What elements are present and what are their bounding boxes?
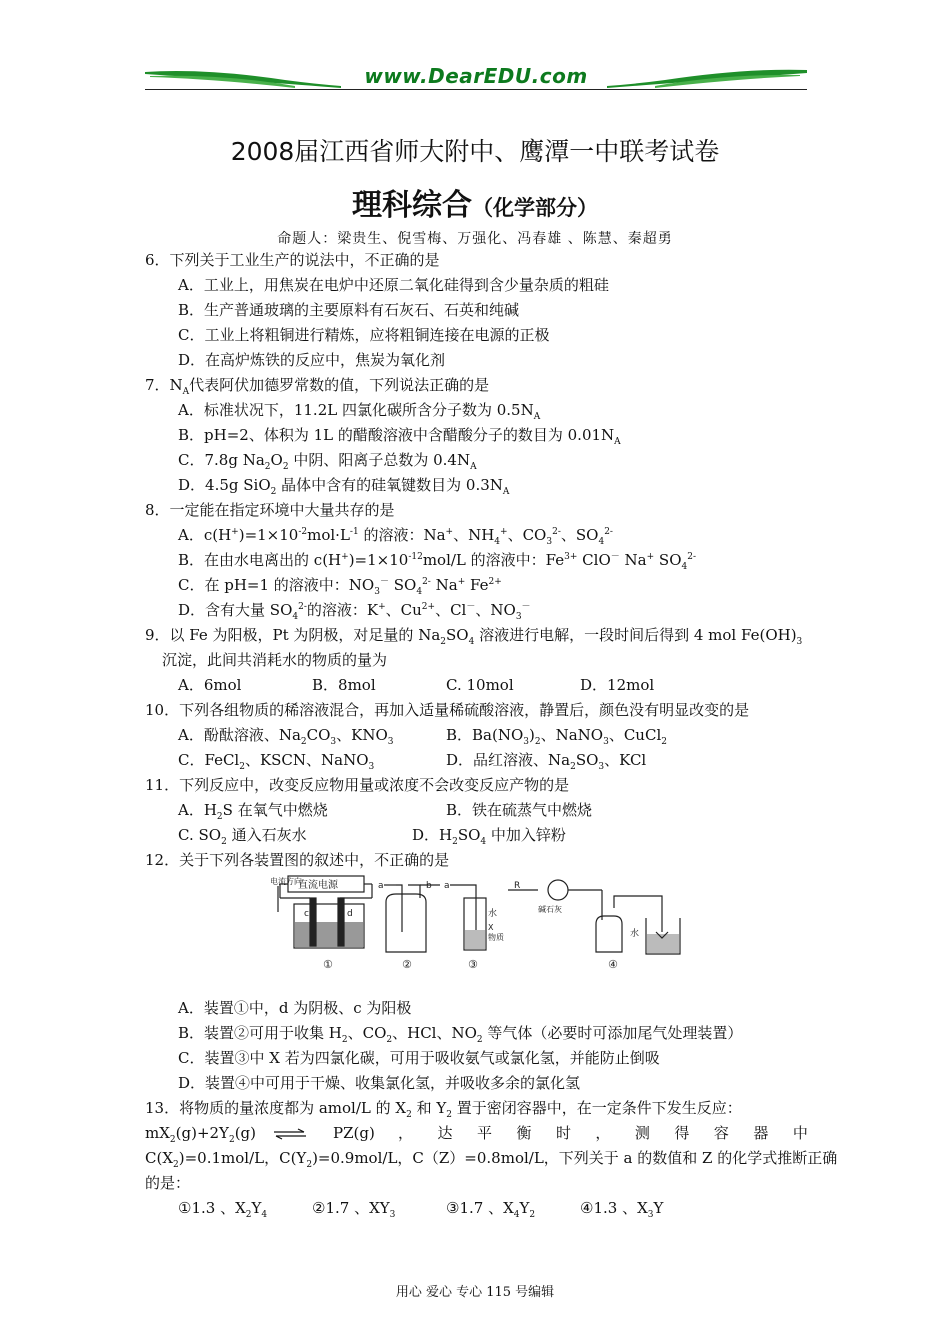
substance-label: 物质 bbox=[488, 933, 504, 942]
drying-bulb bbox=[548, 880, 568, 900]
electrode-d bbox=[338, 898, 344, 946]
apparatus-3-label: ③ bbox=[468, 958, 478, 971]
gas-bottle bbox=[386, 894, 426, 952]
q13-option-1: ①1.3 、$X_2Y_4$ bbox=[178, 1199, 268, 1220]
inlet-r-label: R bbox=[514, 881, 521, 891]
q13-char: 器 bbox=[753, 1124, 769, 1142]
soda-lime-label: 碱石灰 bbox=[538, 905, 562, 914]
q8-option-a: A．$c(H^+)=1\times 10^{-2}mol\cdot L^{-1}$ 的溶液：Na+、$NH_4^+$、$CO_3^{2-}$、$SO_4^{2-}$ bbox=[178, 526, 613, 547]
apparatus-diagram bbox=[268, 872, 688, 972]
q9-option-a: A．6mol bbox=[178, 676, 242, 694]
q13-option-4: ④1.3 、$X_3Y$ bbox=[580, 1199, 664, 1220]
q9-stem-line2: 沉淀，此间共消耗水的物质的量为 bbox=[162, 651, 388, 669]
q11-stem: 11．下列反应中，改变反应物用量或浓度不会改变反应产物的是 bbox=[145, 776, 570, 794]
q10-option-d: D．品红溶液、$Na_2SO_3$、KCl bbox=[446, 751, 647, 772]
dc-power-label: 直流电源 bbox=[298, 880, 338, 891]
electrode-c bbox=[310, 898, 316, 946]
q9-option-c: C. 10mol bbox=[446, 676, 514, 694]
q10-option-c: C．FeCl$_2$、KSCN、NaNO$_3$ bbox=[178, 751, 375, 772]
q13-char: 衡 bbox=[516, 1124, 532, 1142]
port-a-label: a bbox=[378, 881, 384, 891]
apparatus-figure bbox=[268, 872, 688, 972]
q10-option-b: B．$Ba(NO_3)_2$、NaNO$_3$、CuCl$_2$ bbox=[446, 726, 667, 747]
q13-char: 达 bbox=[437, 1124, 453, 1142]
q10-option-a: A．酚酞溶液、$Na_2CO_3$、$KNO_3$ bbox=[178, 726, 394, 747]
page-footer: 用心 爱心 专心 115 号编辑 bbox=[395, 1285, 555, 1300]
q13-option-2: ②1.7 、$XY_3$ bbox=[312, 1199, 396, 1220]
header-rule bbox=[145, 89, 807, 90]
q13-eq-right: PZ(g) bbox=[333, 1124, 375, 1142]
electrode-d-label: d bbox=[347, 909, 353, 919]
equilibrium-arrow-icon bbox=[272, 1128, 308, 1140]
q6-option-b: B．生产普通玻璃的主要原料有石灰石、石英和纯碱 bbox=[178, 301, 520, 319]
port-b-label: b bbox=[426, 881, 432, 891]
q13-line4: 的是： bbox=[145, 1174, 191, 1192]
q9-option-b: B．8mol bbox=[312, 676, 376, 694]
q12-option-a: A．装置①中，d 为阴极、c 为阳极 bbox=[178, 999, 412, 1017]
electrode-c-label: c bbox=[304, 909, 309, 919]
current-direction-label: 电流方向 bbox=[270, 877, 302, 886]
q13-char: 中 bbox=[792, 1124, 808, 1142]
q12-stem: 12．关于下列各装置图的叙述中，不正确的是 bbox=[145, 851, 450, 869]
q13-line3: $C(X_2)=0.1mol/L$，$C(Y_2)=0.9mol/L$，C（Z）=0.8mol/L，下列关于 a 的数值和 Z 的化学式推断正确 bbox=[145, 1149, 838, 1170]
q13-char: 平 bbox=[476, 1124, 492, 1142]
q12-option-c: C．装置③中 X 若为四氯化碳，可用于吸收氨气或氯化氢，并能防止倒吸 bbox=[178, 1049, 660, 1067]
q7-option-d: D．4.5g SiO$_2$ 晶体中含有的硅氧键数目为 $0.3N_A$ bbox=[178, 476, 510, 497]
exam-title: 2008届江西省师大附中、鹰潭一中联考试卷 bbox=[230, 137, 720, 166]
q7-option-a: A．标准状况下，11.2L 四氯化碳所含分子数为 $0.5N_A$ bbox=[178, 401, 541, 422]
q12-option-b: B．装置②可用于收集 $H_2$、$CO_2$、HCl、$NO_2$ 等气体（必要时可添加尾气处理装置） bbox=[178, 1024, 743, 1045]
subtitle-main: 理科综合 bbox=[352, 188, 472, 223]
apparatus-2-label: ② bbox=[402, 958, 412, 971]
collection-bottle bbox=[596, 916, 622, 952]
q7-stem: 7．$N_A$代表阿伏加德罗常数的值，下列说法正确的是 bbox=[145, 376, 490, 397]
apparatus-4-label: ④ bbox=[608, 958, 618, 971]
q13-eq-rest bbox=[398, 1123, 808, 1143]
q9-stem-line1: 9．以 Fe 为阳极，Pt 为阴极，对足量的 $Na_2SO_4$ 溶液进行电解，一段时间后得到 4 mol $Fe(OH)_3$ bbox=[145, 626, 803, 647]
q6-stem: 6．下列关于工业生产的说法中，不正确的是 bbox=[145, 251, 440, 269]
q11-option-d: D．$H_2SO_4$ 中加入锌粉 bbox=[412, 826, 566, 847]
q8-option-d: D．含有大量 $SO_4^{2-}$的溶液：K+、$Cu^{2+}$、Cl－、$NO_3^-$ bbox=[178, 601, 531, 622]
exam-subtitle bbox=[0, 180, 950, 224]
q10-stem: 10．下列各组物质的稀溶液混合，再加入适量稀硫酸溶液，静置后，颜色没有明显改变的是 bbox=[145, 701, 750, 719]
q11-option-c: C. $SO_2$ 通入石灰水 bbox=[178, 826, 307, 847]
q13-char: 容 bbox=[713, 1124, 729, 1142]
port-a2-label: a bbox=[444, 881, 450, 891]
q11-option-a: A．$H_2S$ 在氧气中燃烧 bbox=[178, 801, 328, 822]
q13-line1: 13．将物质的量浓度都为 amol/L 的 $X_2$ 和 $Y_2$ 置于密闭容器中，在一定条件下发生反应： bbox=[145, 1099, 742, 1120]
q8-stem: 8．一定能在指定环境中大量共存的是 bbox=[145, 501, 395, 519]
q13-char: 测 bbox=[634, 1124, 650, 1142]
x-label: X bbox=[488, 923, 494, 932]
q7-option-b: B．pH=2、体积为 1L 的醋酸溶液中含醋酸分子的数目为 $0.01N_A$ bbox=[178, 426, 621, 447]
apparatus-1-label: ① bbox=[323, 958, 333, 971]
q12-option-d: D．装置④中可用于干燥、收集氯化氢，并吸收多余的氯化氢 bbox=[178, 1074, 581, 1092]
q13-char: 时 bbox=[555, 1124, 571, 1142]
subtitle-tail: （化学部分） bbox=[472, 196, 598, 220]
q6-option-d: D．在高炉炼铁的反应中，焦炭为氧化剂 bbox=[178, 351, 446, 369]
water2-label: 水 bbox=[630, 929, 640, 939]
q13-option-3: ③1.7 、$X_4Y_2$ bbox=[446, 1199, 536, 1220]
q11-option-b: B．铁在硫蒸气中燃烧 bbox=[446, 801, 593, 819]
q6-option-c: C．工业上将粗铜进行精炼，应将粗铜连接在电源的正极 bbox=[178, 326, 550, 344]
q8-option-c: C．在 pH=1 的溶液中：$NO_3^-$ $SO_4^{2-}$ Na+ $Fe^{2+}$ bbox=[178, 576, 502, 597]
authors-line: 命题人：梁贵生、倪雪梅、万强化、冯春雄 、陈慧、秦超勇 bbox=[277, 231, 673, 247]
site-banner bbox=[145, 62, 807, 94]
q8-option-b: B．在由水电离出的 $c(H^+)=1\times 10^{-12}mol/L$ 的溶液中：$Fe^{3+}$ ClO－ Na+ $SO_4^{2-}$ bbox=[178, 551, 697, 572]
q13-char: ， bbox=[398, 1124, 414, 1142]
water-label: 水 bbox=[488, 909, 498, 919]
q13-eq-left: $mX_2(g)+2Y_2(g)$ bbox=[145, 1124, 257, 1145]
q6-option-a: A．工业上，用焦炭在电炉中还原二氧化硅得到含少量杂质的粗硅 bbox=[178, 276, 609, 294]
q7-option-c: C．7.8g $Na_2O_2$ 中阴、阳离子总数为 $0.4N_A$ bbox=[178, 451, 477, 472]
q13-char: ， bbox=[595, 1124, 611, 1142]
q13-char: 得 bbox=[674, 1124, 690, 1142]
site-name: www.DearEDU.com bbox=[364, 64, 588, 88]
q9-option-d: D．12mol bbox=[580, 676, 655, 694]
